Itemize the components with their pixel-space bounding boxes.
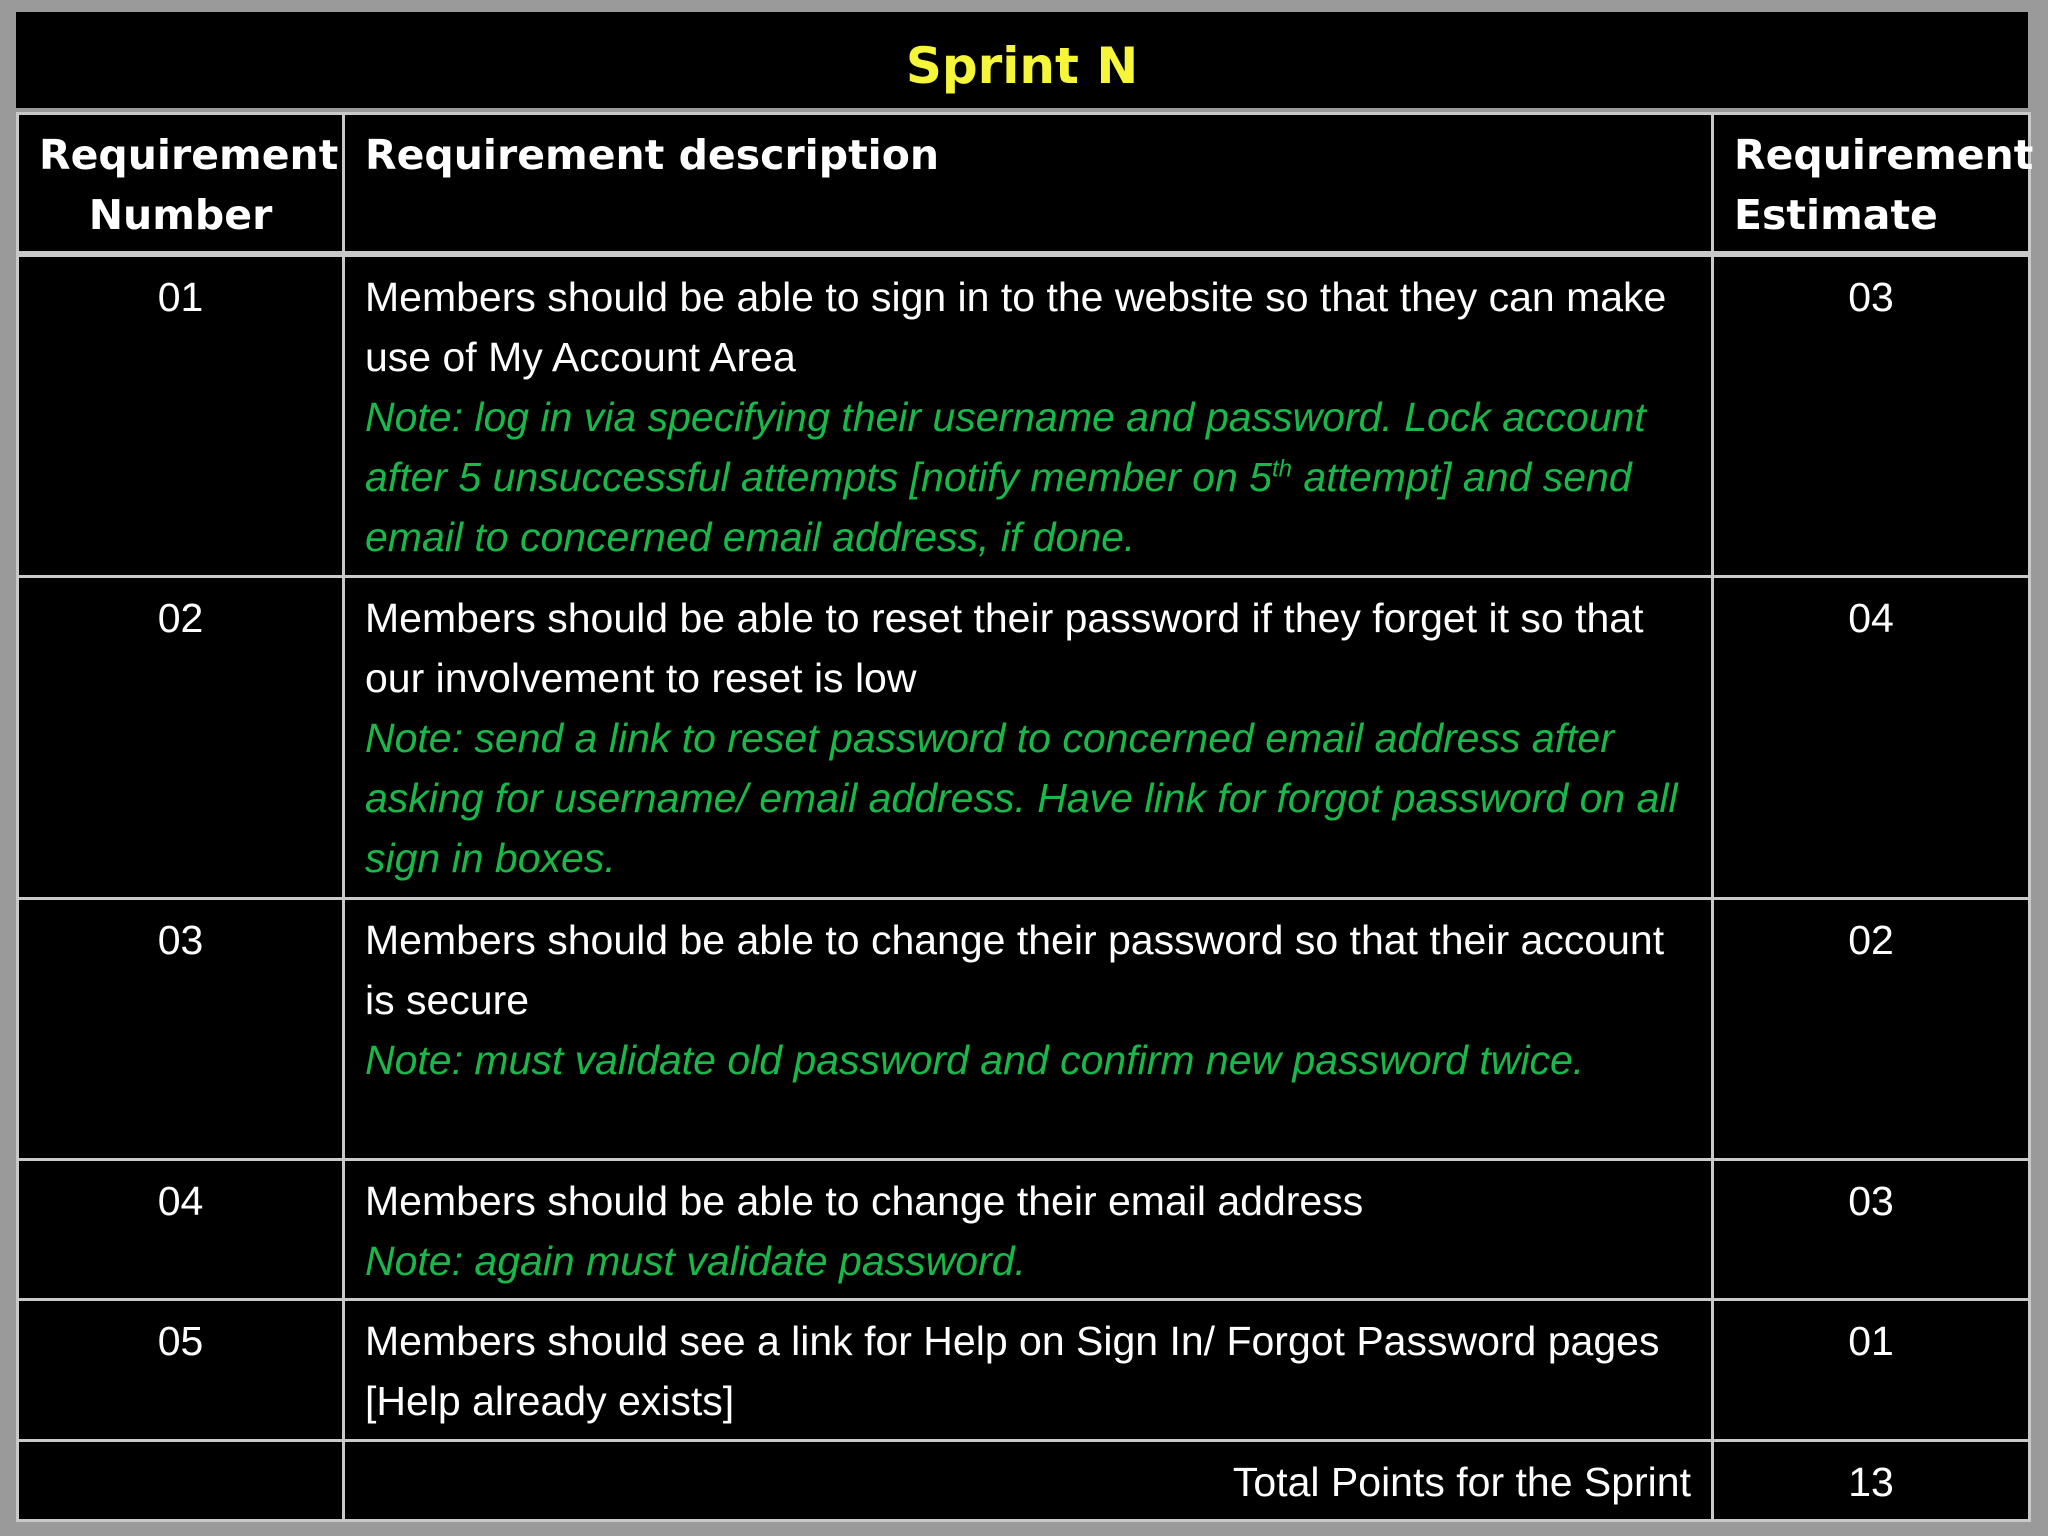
requirement-estimate: 02 (1713, 898, 2030, 1159)
requirement-number: 04 (18, 1159, 344, 1299)
requirement-number: 05 (18, 1299, 344, 1440)
requirement-note-start: Note: log in via specifying their username and password. Lock account after 5 unsuccessful attempts [notify member on 5 (365, 394, 1646, 500)
requirement-number: 03 (18, 898, 344, 1159)
requirement-note: Note: again must validate password. (365, 1237, 1026, 1284)
requirement-description: Members should see a link for Help on Sign In/ Forgot Password pages [Help already exists] (365, 1317, 1660, 1424)
requirement-description: Members should be able to change their email address (365, 1177, 1364, 1224)
header-requirement-description: Requirement description (344, 114, 1713, 255)
total-row (18, 1440, 2030, 1520)
requirement-note: Note: send a link to reset password to concerned email address after asking for username/ email address. Have link for forgot password on all sign in boxes. (365, 714, 1678, 881)
requirement-estimate: 03 (1713, 254, 2030, 576)
header-estimate-line-1: Requirement (1734, 131, 2034, 179)
requirement-description-cell (344, 254, 1713, 576)
requirement-estimate: 03 (1713, 1159, 2030, 1299)
header-requirement-estimate (1713, 114, 2034, 255)
header-number-line-2: Number (88, 191, 273, 239)
sprint-title: Sprint N (16, 12, 2028, 108)
requirement-estimate: 01 (1713, 1299, 2030, 1440)
requirement-description: Members should be able to change their password so that their account is secure (365, 916, 1665, 1023)
table-row (18, 254, 2030, 576)
requirement-description-cell (344, 1159, 1713, 1299)
header-estimate-line-2: Estimate (1734, 191, 1938, 239)
header-requirement-number (18, 114, 344, 255)
table-row (18, 898, 2030, 1159)
table-row (18, 1159, 2030, 1299)
requirement-number: 01 (18, 254, 344, 576)
requirement-note-end: attempt] and send email to concerned email address, if done. (365, 454, 1632, 560)
total-points-label: Total Points for the Sprint (344, 1440, 1713, 1520)
table-header-row (18, 114, 2030, 255)
total-points-value: 13 (1713, 1440, 2030, 1520)
requirement-description-cell (344, 576, 1713, 898)
requirement-estimate: 04 (1713, 576, 2030, 898)
total-empty-cell (18, 1440, 344, 1520)
table-row (18, 1299, 2030, 1440)
requirement-note: Note: must validate old password and confirm new password twice. (365, 1036, 1585, 1083)
requirement-number: 02 (18, 576, 344, 898)
ordinal-suffix: th (1272, 455, 1293, 483)
requirement-description: Members should be able to sign in to the website so that they can make use of My Account Area (365, 274, 1667, 380)
requirement-note (365, 387, 1691, 567)
header-number-line-1: Requirement (39, 131, 339, 179)
requirement-description: Members should be able to reset their password if they forget it so that our involvement to reset is low (365, 594, 1644, 701)
requirement-description-cell (344, 898, 1713, 1159)
table-row (18, 576, 2030, 898)
requirement-description-cell (344, 1299, 1713, 1440)
sprint-requirements-table (16, 112, 2034, 1522)
